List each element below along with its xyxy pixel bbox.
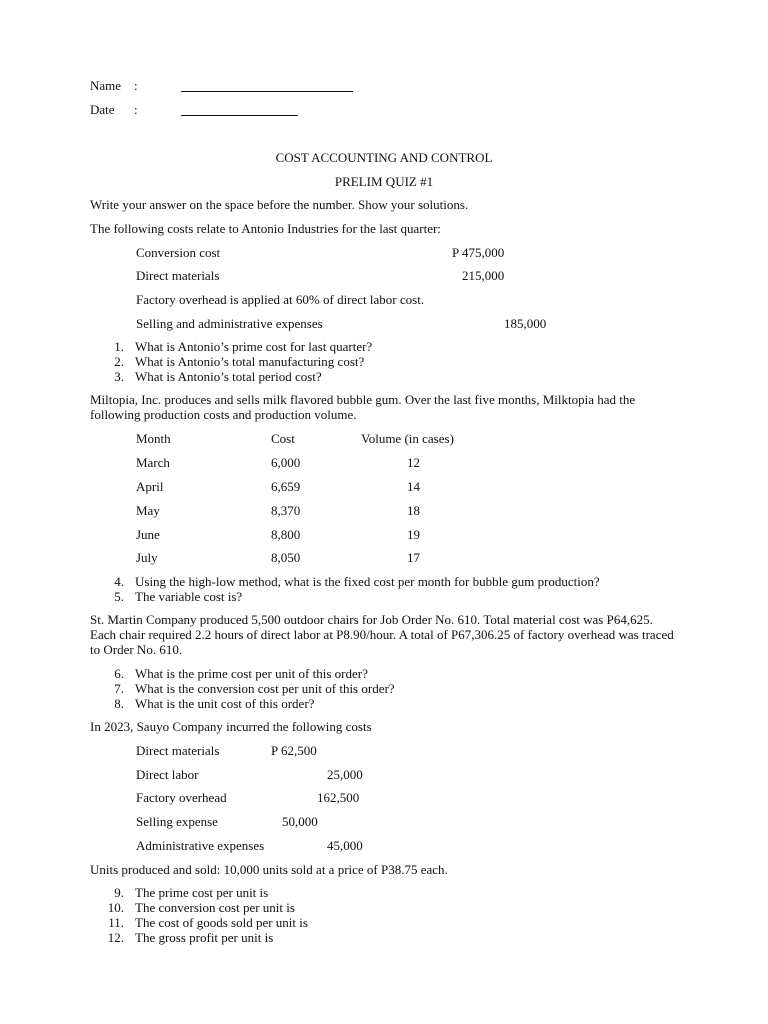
cell-month: March xyxy=(136,455,170,470)
document-subtitle: PRELIM QUIZ #1 xyxy=(334,174,434,189)
cell-cost: 6,659 xyxy=(271,479,301,494)
cell-cost: 6,000 xyxy=(271,455,301,470)
question-text: What is the conversion cost per unit of this order? xyxy=(135,681,395,696)
name-blank-line[interactable] xyxy=(181,91,353,92)
overhead-note: Factory overhead is applied at 60% of direct labor cost. xyxy=(136,292,425,307)
cell-month: April xyxy=(136,479,164,494)
question-number: 2. xyxy=(114,354,124,369)
question-number: 6. xyxy=(114,666,124,681)
question-number: 1. xyxy=(114,339,124,354)
direct-materials-value: 215,000 xyxy=(462,268,505,283)
conversion-cost-value: P 475,000 xyxy=(452,245,505,260)
cell-month: June xyxy=(136,527,160,542)
question-number: 9. xyxy=(114,885,124,900)
cost-value: 25,000 xyxy=(327,767,363,782)
sga-value: 185,000 xyxy=(504,316,547,331)
cell-volume: 17 xyxy=(407,550,420,565)
section3-intro: St. Martin Company produced 5,500 outdoor chairs for Job Order No. 610. Total material cost was P64,625. Each chair required 2.2 hours of direct labor at P8.90/hour. A total of P67,306.25 of factory overhead was traced to Order No. 610. xyxy=(90,612,674,657)
units-note: Units produced and sold: 10,000 units sold at a price of P38.75 each. xyxy=(90,862,448,877)
cost-value: P 62,500 xyxy=(271,743,317,758)
question-text: What is Antonio’s total period cost? xyxy=(135,369,322,384)
section2-intro: Miltopia, Inc. produces and sells milk flavored bubble gum. Over the last five months, Milktopia had the following production costs and production volume. xyxy=(90,392,636,422)
question-text: The gross profit per unit is xyxy=(135,930,274,945)
cell-cost: 8,050 xyxy=(271,550,301,565)
name-colon: : xyxy=(134,78,138,93)
name-label: Name xyxy=(90,78,122,93)
question-number: 7. xyxy=(114,681,124,696)
question-text: The conversion cost per unit is xyxy=(135,900,295,915)
question-text: What is the prime cost per unit of this order? xyxy=(135,666,368,681)
instructions: Write your answer on the space before the number. Show your solutions. xyxy=(90,197,469,212)
direct-materials-label: Direct materials xyxy=(136,268,220,283)
cost-value: 45,000 xyxy=(327,838,363,853)
cost-label: Factory overhead xyxy=(136,790,227,805)
question-text: What is Antonio’s total manufacturing cost? xyxy=(135,354,365,369)
question-text: Using the high-low method, what is the fixed cost per month for bubble gum production? xyxy=(135,574,600,589)
cell-cost: 8,370 xyxy=(271,503,301,518)
conversion-cost-label: Conversion cost xyxy=(136,245,221,260)
col-header-month: Month xyxy=(136,431,171,446)
date-blank-line[interactable] xyxy=(181,115,298,116)
cost-value: 50,000 xyxy=(282,814,318,829)
cell-volume: 14 xyxy=(407,479,420,494)
cost-value: 162,500 xyxy=(317,790,360,805)
document-title: COST ACCOUNTING AND CONTROL xyxy=(275,150,493,165)
sga-label: Selling and administrative expenses xyxy=(136,316,323,331)
cell-volume: 19 xyxy=(407,527,420,542)
question-number: 3. xyxy=(114,369,124,384)
cost-label: Selling expense xyxy=(136,814,218,829)
cell-month: May xyxy=(136,503,160,518)
col-header-volume: Volume (in cases) xyxy=(361,431,454,446)
date-label: Date xyxy=(90,102,115,117)
cost-label: Administrative expenses xyxy=(136,838,265,853)
question-text: The cost of goods sold per unit is xyxy=(135,915,308,930)
question-number: 12. xyxy=(107,930,124,945)
question-text: The variable cost is? xyxy=(135,589,243,604)
cell-month: July xyxy=(136,550,158,565)
col-header-cost: Cost xyxy=(271,431,295,446)
section1-intro: The following costs relate to Antonio Industries for the last quarter: xyxy=(90,221,441,236)
question-number: 8. xyxy=(114,696,124,711)
cost-label: Direct labor xyxy=(136,767,199,782)
question-number: 10. xyxy=(107,900,124,915)
question-number: 11. xyxy=(108,915,124,930)
question-number: 4. xyxy=(114,574,124,589)
cost-label: Direct materials xyxy=(136,743,220,758)
question-number: 5. xyxy=(114,589,124,604)
question-text: The prime cost per unit is xyxy=(135,885,269,900)
cell-cost: 8,800 xyxy=(271,527,301,542)
date-colon: : xyxy=(134,102,138,117)
cell-volume: 18 xyxy=(407,503,420,518)
section4-intro: In 2023, Sauyo Company incurred the following costs xyxy=(90,719,372,734)
question-text: What is the unit cost of this order? xyxy=(135,696,315,711)
cell-volume: 12 xyxy=(407,455,420,470)
question-text: What is Antonio’s prime cost for last quarter? xyxy=(135,339,373,354)
